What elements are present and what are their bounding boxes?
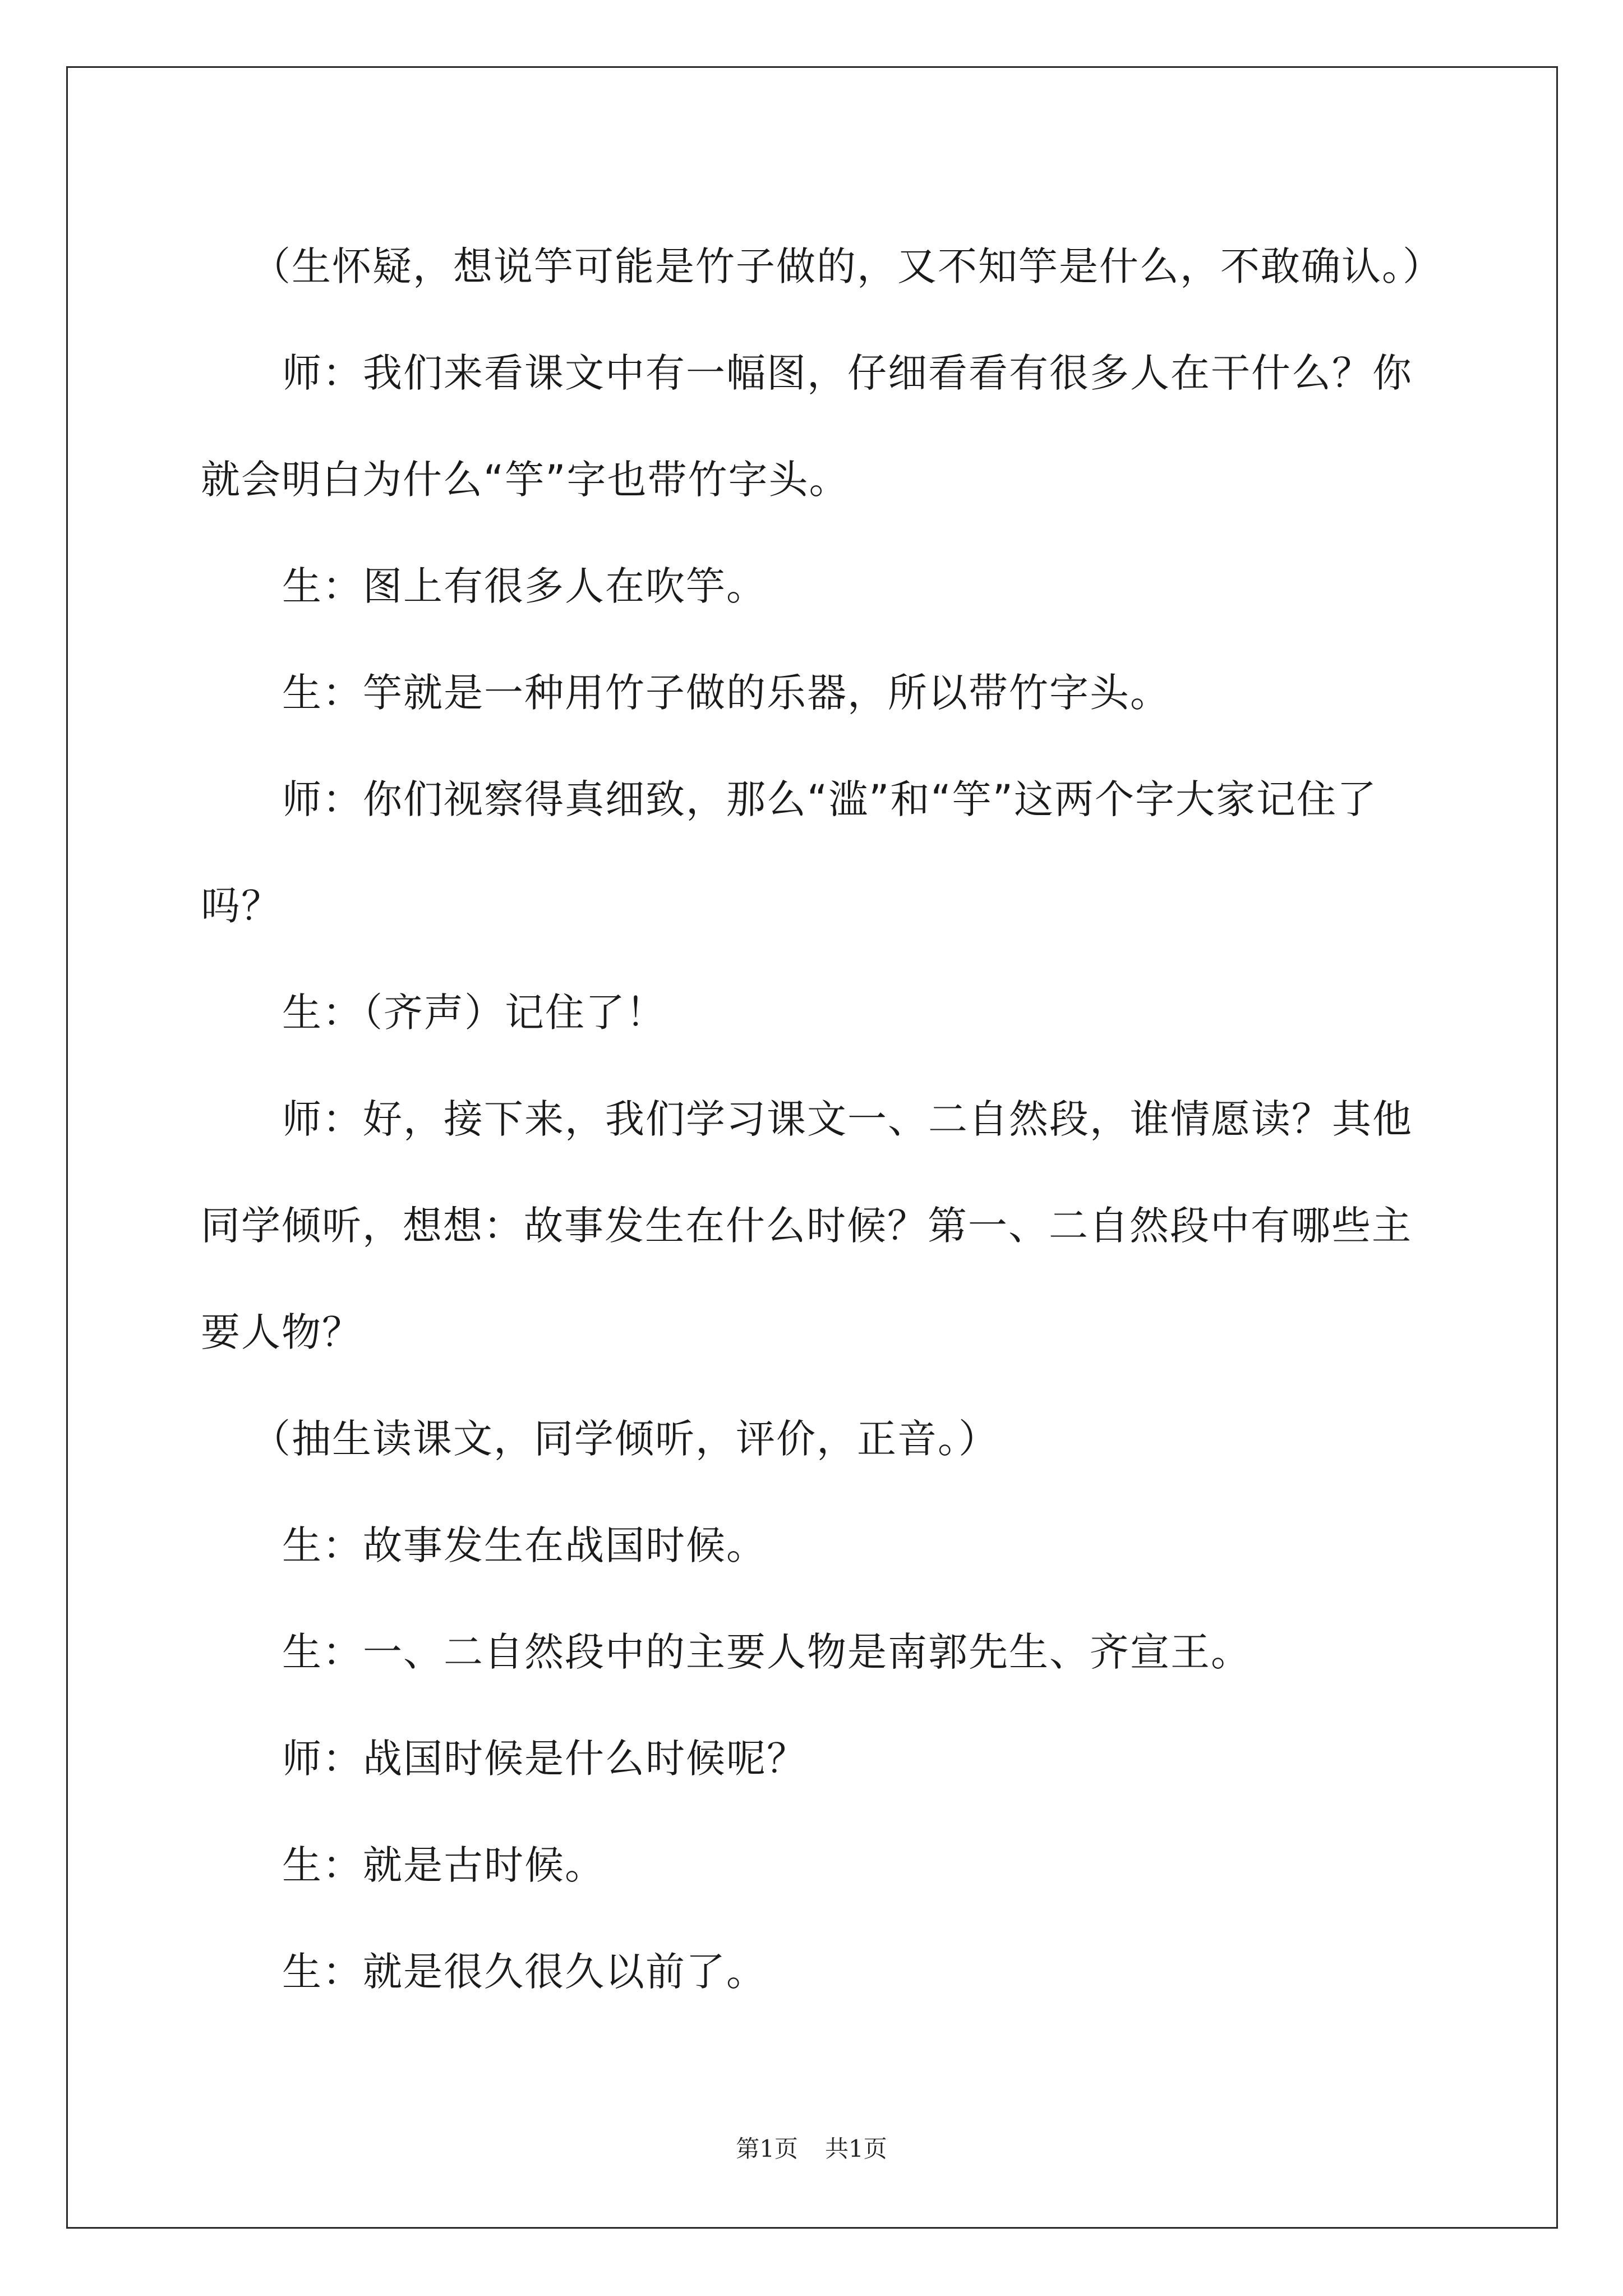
paragraph-10: 生：一、二自然段中的主要人物是南郭先生、齐宣王。 (282, 1629, 1251, 1675)
paragraph-2: 师：我们来看课文中有一幅图，仔细看看有很多人在干什么？你就会明白为什么“竽”字也带竹字头。 (201, 350, 1413, 503)
page-number: 第1页 (736, 2135, 798, 2162)
document-body (201, 213, 1443, 2025)
paragraph-4: 生：竽就是一种用竹子做的乐器，所以带竹字头。 (282, 670, 1170, 716)
page-footer (0, 2131, 1623, 2164)
paragraph-13: 生：就是很久很久以前了。 (282, 1949, 767, 1995)
paragraph-6: 生：（齐声）记住了！ (282, 990, 666, 1036)
paragraph-3: 生：图上有很多人在吹竽。 (282, 563, 767, 609)
paragraph-1: （生怀疑，想说竽可能是竹子做的，又不知竽是什么，不敢确认。） (251, 243, 1443, 289)
paragraph-9: 生：故事发生在战国时候。 (282, 1522, 767, 1568)
paragraph-8: （抽生读课文，同学倾听，评价，正音。） (251, 1416, 999, 1462)
paragraph-12: 生：就是古时候。 (282, 1842, 605, 1888)
paragraph-11: 师：战国时候是什么时候呢？ (282, 1736, 807, 1782)
paragraph-5: 师：你们视察得真细致，那么“滥”和“竽”这两个字大家记住了吗？ (201, 776, 1378, 929)
paragraph-7: 师：好，接下来，我们学习课文一、二自然段，谁情愿读？其他同学倾听，想想：故事发生在什么时候？第一、二自然段中有哪些主要人物？ (201, 1096, 1413, 1355)
page-total: 共1页 (825, 2135, 887, 2162)
